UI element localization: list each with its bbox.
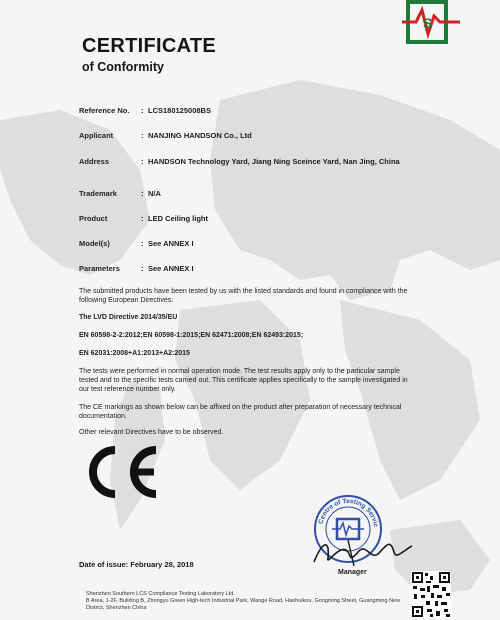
svg-text:Centre of Testing Service: Centre of Testing Servic: [317, 497, 379, 528]
directive-text: The LVD Directive 2014/35/EU: [79, 314, 178, 321]
standards-line-2: EN 62031:2008+A1:2013+A2:2015: [79, 350, 190, 357]
applicant-label: Applicant: [79, 131, 114, 140]
world-map-watermark: [0, 60, 500, 620]
manager-label: Manager: [338, 569, 367, 576]
product-label: Product: [79, 214, 108, 223]
certificate-title: CERTIFICATE: [82, 35, 217, 57]
manager-signature: [308, 532, 418, 572]
intro-text: The submitted products have been tested by us with the listed standards and found in compliance with the following European Directives:: [79, 288, 408, 304]
svg-text:S: S: [423, 15, 433, 31]
colon: :: [141, 157, 144, 166]
footer: [86, 591, 404, 612]
footer-lab-name: Shenzhen Southern LCS Compliance Testing Laboratory Ltd.: [86, 591, 235, 597]
reference-label: Reference No.: [79, 106, 130, 115]
colon: :: [141, 106, 144, 115]
colon: :: [141, 264, 144, 273]
models-label: Model(s): [79, 239, 110, 248]
other-directives-text: Other relevant Directives have to be observed.: [79, 429, 224, 436]
lcs-logo: [402, 0, 460, 44]
ce-mark: [82, 442, 160, 502]
date-of-issue: Date of issue: February 28, 2018: [79, 560, 194, 569]
colon: :: [141, 239, 144, 248]
product-value: LED Ceiling light: [148, 214, 208, 223]
ce-marking-text: The CE markings as shown below can be affixed on the product after preparation of necessary technical documentation.: [79, 404, 402, 420]
models-value: See ANNEX I: [148, 239, 194, 248]
colon: :: [141, 214, 144, 223]
standards-line-1: EN 60598-2-2:2012;EN 60598-1:2015;EN 62471:2008;EN 62493:2015;: [79, 332, 304, 339]
parameters-value: See ANNEX I: [148, 264, 194, 273]
colon: :: [141, 189, 144, 198]
trademark-label: Trademark: [79, 189, 117, 198]
address-value: HANDSON Technology Yard, Jiang Ning Sceince Yard, Nan Jing, China: [148, 157, 400, 166]
footer-address: B Area, 1-2F, Building B, Zhongyu Green High-tech Industrial Park, Wange Road, Haohuikou, Gongming Street, Guangming New District, Shenzhen China: [86, 598, 401, 611]
reference-value: LCS180125008BS: [148, 106, 211, 115]
parameters-label: Parameters: [79, 264, 120, 273]
colon: :: [141, 131, 144, 140]
certificate-subtitle: of Conformity: [82, 60, 164, 74]
trademark-value: N/A: [148, 189, 161, 198]
applicant-value: NANJING HANDSON Co., Ltd: [148, 131, 252, 140]
tests-text: The tests were performed in normal operation mode. The test results apply only to the particular sample tested and to the specific tests carried out. This certificate applies specifically to the sample investigated in our test reference number only.: [79, 368, 408, 393]
address-label: Address: [79, 157, 110, 166]
qr-code[interactable]: [411, 571, 451, 618]
